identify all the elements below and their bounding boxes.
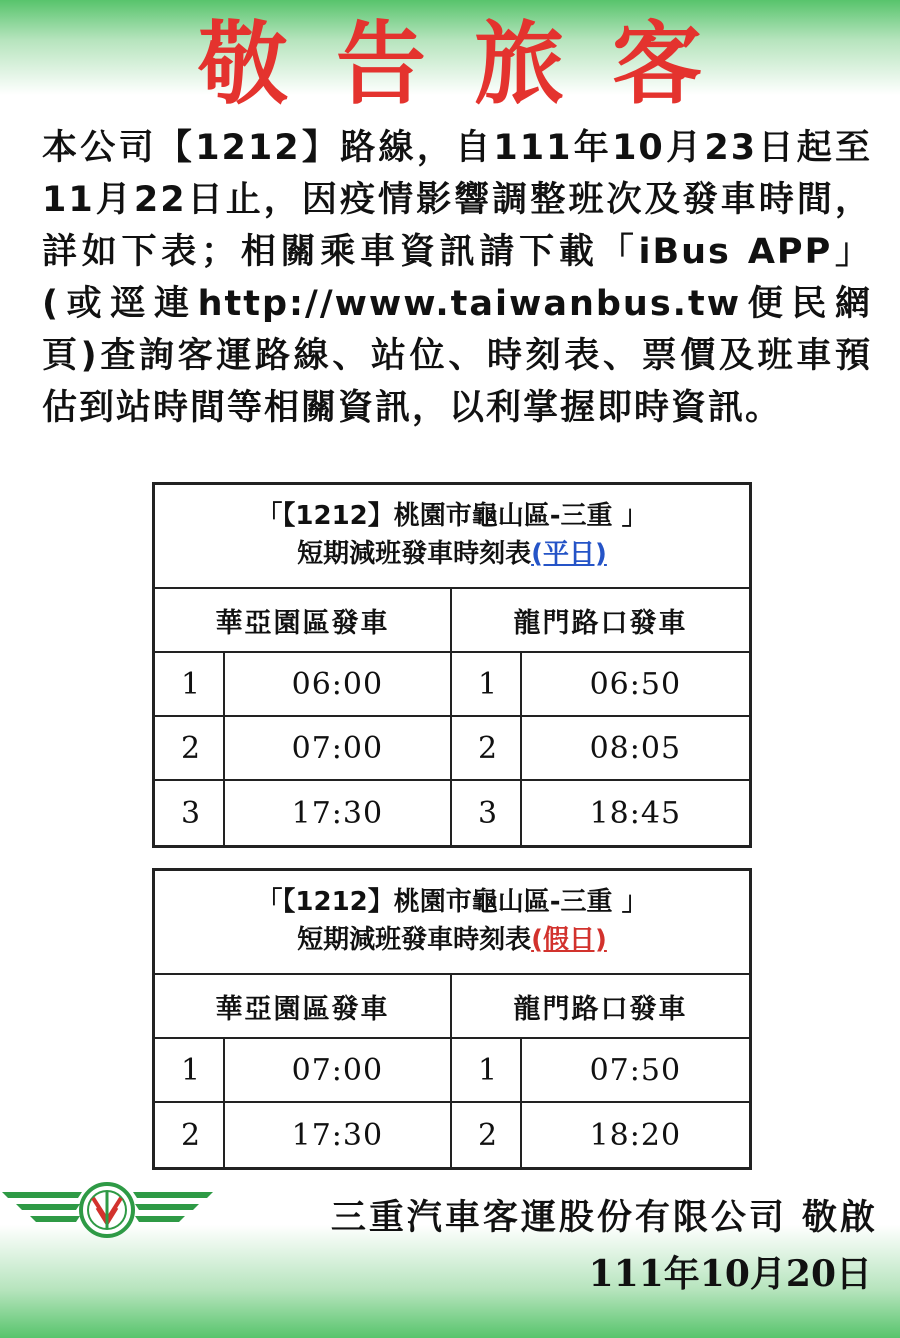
table-row <box>155 1039 749 1103</box>
departure-time: 07:50 <box>589 1052 682 1088</box>
weekday-col-right: 龍門路口發車 <box>513 607 688 639</box>
departure-time: 06:50 <box>589 666 682 702</box>
departure-time: 07:00 <box>225 717 452 779</box>
weekday-col-left: 華亞園區發車 <box>155 589 452 651</box>
notice-title: 敬告旅客 <box>198 12 750 117</box>
company-signature: 三重汽車客運股份有限公司 敬啟 <box>330 1198 878 1238</box>
trip-number: 2 <box>452 717 522 779</box>
weekday-table-subtitle: 短期減班發車時刻表 <box>297 539 532 569</box>
trip-number: 3 <box>452 781 522 845</box>
weekday-timetable <box>152 482 752 848</box>
holiday-table-subtitle: 短期減班發車時刻表 <box>297 925 532 955</box>
holiday-timetable <box>152 868 752 1170</box>
weekday-column-headers <box>155 589 749 653</box>
trip-number: 3 <box>155 781 225 845</box>
table-row <box>155 717 749 781</box>
departure-time: 18:20 <box>589 1117 682 1153</box>
trip-number: 2 <box>452 1103 522 1167</box>
notice-date: 111年10月20日 <box>588 1253 872 1295</box>
departure-time: 06:00 <box>225 653 452 715</box>
departure-time: 17:30 <box>225 781 452 845</box>
weekday-tag: (平日) <box>531 539 607 569</box>
trip-number: 2 <box>155 1103 225 1167</box>
table-row <box>155 781 749 845</box>
notice-body: 本公司【1212】路線，自111年10月23日起至11月22日止，因疫情影響調整班次及發車時間，詳如下表；相關乘車資訊請下載「iBus APP」(或逕連http://www.taiwanbus.tw便民網頁)查詢客運路線、站位、時刻表、票價及班車預估到站時間等相關資訊，以利掌握即時資訊。 <box>42 128 872 428</box>
company-logo-icon <box>0 1178 215 1248</box>
departure-time: 18:45 <box>589 795 682 831</box>
weekday-route-title: 「【1212】桃園市龜山區-三重 」 <box>256 501 648 531</box>
holiday-tag: (假日) <box>531 925 607 955</box>
holiday-table-header <box>155 871 749 975</box>
trip-number: 1 <box>155 1039 225 1101</box>
holiday-column-headers <box>155 975 749 1039</box>
trip-number: 1 <box>452 653 522 715</box>
departure-time: 17:30 <box>225 1103 452 1167</box>
holiday-col-left: 華亞園區發車 <box>155 975 452 1037</box>
departure-time: 07:00 <box>225 1039 452 1101</box>
departure-time: 08:05 <box>589 730 682 766</box>
trip-number: 2 <box>155 717 225 779</box>
table-row <box>155 653 749 717</box>
trip-number: 1 <box>452 1039 522 1101</box>
holiday-col-right: 龍門路口發車 <box>513 993 688 1025</box>
holiday-route-title: 「【1212】桃園市龜山區-三重 」 <box>256 887 648 917</box>
trip-number: 1 <box>155 653 225 715</box>
table-row <box>155 1103 749 1167</box>
weekday-table-header <box>155 485 749 589</box>
